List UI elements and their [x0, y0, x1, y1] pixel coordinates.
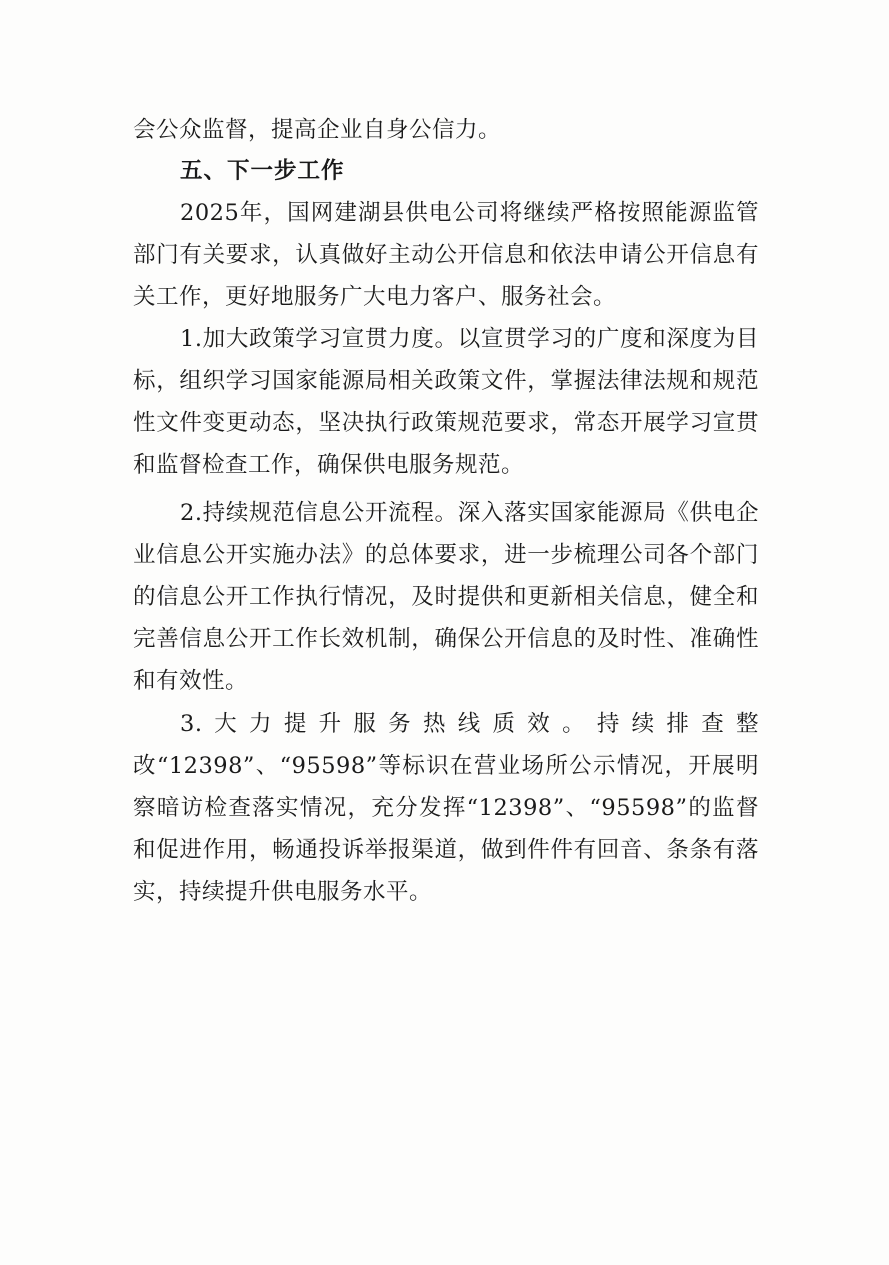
paragraph-item-1: 1.加大政策学习宣贯力度。以宣贯学习的广度和深度为目标，组织学习国家能源局相关政策文件，掌握法律法规和规范性文件变更动态，坚决执行政策规范要求，常态开展学习宣贯和监督检查工作，确保供电服务规范。 [133, 326, 759, 478]
section-heading: 五、下一步工作 [180, 158, 345, 184]
paragraph-intro: 2025年，国网建湖县供电公司将继续严格按照能源监管部门有关要求，认真做好主动公开信息和依法申请公开信息有关工作，更好地服务广大电力客户、服务社会。 [133, 200, 759, 310]
paragraph-item-3: 3.大力提升服务热线质效。持续排查整改“12398”、“95598”等标识在营业场所公示情况，开展明察暗访检查落实情况，充分发挥“12398”、“95598”的监督和促进作用，畅通投诉举报渠道，做到件件有回音、条条有落实，持续提升供电服务水平。 [133, 711, 759, 905]
paragraph-item-2: 2.持续规范信息公开流程。深入落实国家能源局《供电企业信息公开实施办法》的总体要求，进一步梳理公司各个部门的信息公开工作执行情况，及时提供和更新相关信息，健全和完善信息公开工作长效机制，确保公开信息的及时性、准确性和有效性。 [133, 500, 759, 694]
continuation-text: 会公众监督，提高企业自身公信力。 [133, 117, 502, 143]
